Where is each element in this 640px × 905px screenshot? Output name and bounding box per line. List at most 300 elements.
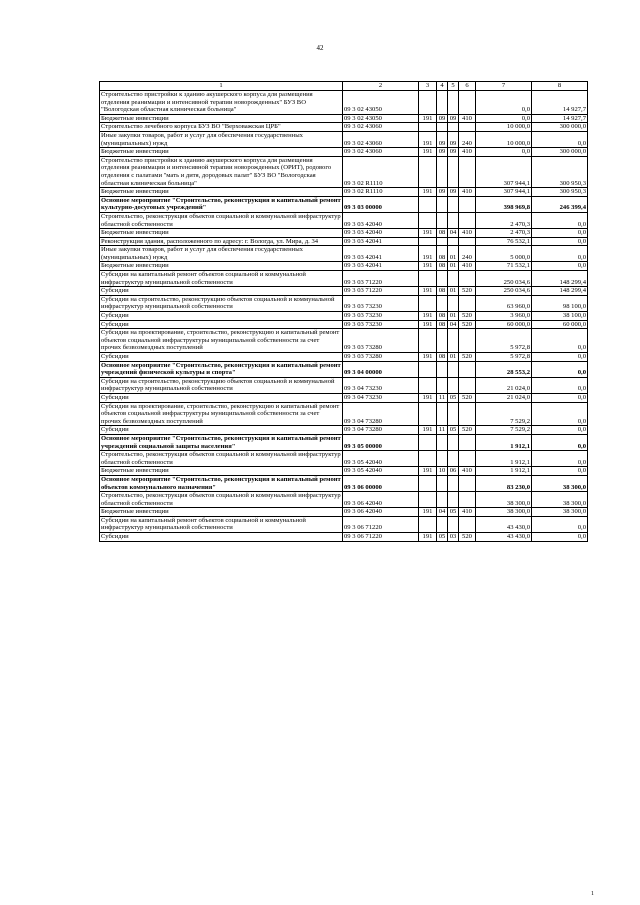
amount-year1-cell: 1 912,1	[476, 467, 532, 476]
description-cell: Строительство, реконструкция объектов социальной и коммунальной инфраструктур областной собственности	[101, 492, 341, 507]
section-code-cell: 09	[437, 114, 448, 123]
expense-type-cell	[459, 91, 476, 115]
description-cell: Иные закупки товаров, работ и услуг для обеспечения государственных (муниципальных) нужд	[100, 246, 343, 262]
amount-year2-cell: 0,0	[532, 516, 588, 532]
description-cell: Субсидии	[100, 287, 343, 296]
ministry-code-cell: 191	[419, 393, 437, 402]
table-row	[100, 492, 588, 508]
description-cell: Основное мероприятие "Строительство, реконструкция и капитальный ремонт учреждений социальной защиты населения"	[101, 434, 341, 450]
table-row	[100, 533, 588, 542]
amount-year1-cell: 43 430,0	[476, 516, 532, 532]
subsection-code-cell: 05	[448, 426, 459, 435]
description-cell: Основное мероприятие "Строительство, реконструкция и капитальный ремонт культурно-досуговых учреждений"	[101, 196, 341, 212]
amount-year1-cell: 3 960,0	[476, 312, 532, 321]
amount-year1-cell: 63 960,0	[476, 295, 532, 311]
expense-type-cell: 520	[459, 312, 476, 321]
section-code-cell	[437, 329, 448, 353]
subsection-code-cell: 01	[448, 312, 459, 321]
amount-year2-cell: 14 927,7	[532, 114, 588, 123]
description-cell: Строительство пристройки к зданию акушерского корпуса для размещения отделения реанимации и интенсивной терапии новорожденных (ОРИТ), родового отделения с палатами "мать и дитя, дородовых палат" БУЗ ВО "Вологодская областная клиническая больница"	[100, 156, 343, 187]
ministry-code-cell	[419, 212, 437, 228]
amount-year2-cell: 98 100,0	[532, 295, 588, 311]
amount-year1-cell: 398 969,8	[476, 196, 532, 212]
amount-year2-cell: 0,0	[532, 131, 588, 147]
expense-type-cell	[459, 237, 476, 246]
target-article-code-cell: 09 3 03 73280	[343, 353, 419, 362]
amount-year2-cell: 38 300,0	[532, 492, 588, 508]
description-cell: Субсидии	[100, 320, 343, 329]
target-article-code-cell: 09 3 03 73230	[343, 295, 419, 311]
target-article-code-cell: 09 3 06 71220	[343, 533, 419, 542]
section-code-cell: 08	[437, 246, 448, 262]
subsection-code-cell	[448, 212, 459, 228]
subsection-code-cell	[448, 329, 459, 353]
amount-year2-cell: 0,0	[532, 353, 588, 362]
description-cell: Субсидии	[100, 426, 343, 435]
section-code-cell	[437, 295, 448, 311]
header-cell: 1	[100, 82, 343, 91]
amount-year1-cell: 2 470,3	[476, 229, 532, 238]
ministry-code-cell: 191	[419, 312, 437, 321]
subsection-code-cell	[448, 361, 459, 377]
amount-year1-cell: 5 000,0	[476, 246, 532, 262]
amount-year2-cell: 300 950,3	[532, 188, 588, 197]
amount-year2-cell: 14 927,7	[532, 91, 588, 115]
subsection-code-cell	[448, 237, 459, 246]
amount-year1-cell: 28 553,2	[476, 361, 532, 377]
target-article-code-cell: 09 3 03 73280	[343, 329, 419, 353]
ministry-code-cell	[419, 475, 437, 491]
section-code-cell: 10	[437, 467, 448, 476]
section-code-cell: 04	[437, 508, 448, 517]
target-article-code-cell: 09 3 02 43060	[343, 123, 419, 132]
target-article-code-cell: 09 3 03 42041	[343, 237, 419, 246]
target-article-code-cell: 09 3 05 42040	[343, 451, 419, 467]
amount-year2-cell: 300 000,0	[532, 123, 588, 132]
description-cell: Субсидии	[100, 353, 343, 362]
amount-year2-cell: 148 299,4	[532, 271, 588, 287]
target-article-code-cell: 09 3 03 71220	[343, 287, 419, 296]
table-row	[100, 393, 588, 402]
section-code-cell: 08	[437, 353, 448, 362]
header-cell: 2	[343, 82, 419, 91]
section-code-cell: 08	[437, 229, 448, 238]
table-row	[100, 114, 588, 123]
target-article-code-cell: 09 3 02 R1110	[343, 188, 419, 197]
amount-year2-cell: 38 100,0	[532, 312, 588, 321]
section-code-cell: 08	[437, 262, 448, 271]
amount-year1-cell: 1 912,1	[476, 451, 532, 467]
section-code-cell	[437, 377, 448, 393]
subsection-code-cell	[448, 156, 459, 187]
target-article-code-cell: 09 3 03 42040	[343, 212, 419, 228]
target-article-code-cell: 09 3 05 00000	[343, 434, 419, 450]
table-row	[100, 361, 588, 377]
section-code-cell	[437, 212, 448, 228]
expense-type-cell	[459, 475, 476, 491]
target-article-code-cell: 09 3 02 43050	[343, 91, 419, 115]
table-row	[100, 262, 588, 271]
section-code-cell	[437, 271, 448, 287]
ministry-code-cell	[419, 434, 437, 450]
table-row	[100, 91, 588, 115]
ministry-code-cell: 191	[419, 353, 437, 362]
section-code-cell	[437, 156, 448, 187]
table-row	[100, 156, 588, 187]
section-code-cell: 09	[437, 131, 448, 147]
ministry-code-cell	[419, 156, 437, 187]
subsection-code-cell: 03	[448, 533, 459, 542]
budget-table	[99, 81, 588, 542]
amount-year1-cell: 2 470,3	[476, 212, 532, 228]
description-cell: Бюджетные инвестиции	[100, 467, 343, 476]
expense-type-cell	[459, 156, 476, 187]
subsection-code-cell: 09	[448, 148, 459, 157]
subsection-code-cell: 04	[448, 229, 459, 238]
amount-year2-cell: 0,0	[532, 402, 588, 426]
expense-type-cell: 520	[459, 353, 476, 362]
description-cell: Основное мероприятие "Строительство, реконструкция и капитальный ремонт учреждений физической культуры и спорта"	[101, 361, 341, 377]
subsection-code-cell	[448, 91, 459, 115]
amount-year1-cell: 250 034,6	[476, 287, 532, 296]
expense-type-cell	[459, 329, 476, 353]
table-row	[100, 353, 588, 362]
section-code-cell	[437, 516, 448, 532]
description-cell: Бюджетные инвестиции	[100, 229, 343, 238]
expense-type-cell: 520	[459, 393, 476, 402]
description-cell: Строительство, реконструкция объектов социальной и коммунальной инфраструктур областной собственности	[101, 212, 341, 228]
amount-year2-cell: 60 000,0	[532, 320, 588, 329]
target-article-code-cell: 09 3 06 71220	[343, 516, 419, 532]
expense-type-cell: 410	[459, 188, 476, 197]
expense-type-cell	[459, 402, 476, 426]
section-code-cell: 09	[437, 148, 448, 157]
ministry-code-cell: 191	[419, 188, 437, 197]
target-article-code-cell: 09 3 05 42040	[343, 467, 419, 476]
expense-type-cell: 240	[459, 131, 476, 147]
expense-type-cell	[459, 434, 476, 450]
table-row	[100, 467, 588, 476]
amount-year2-cell: 0,0	[532, 467, 588, 476]
subsection-code-cell: 06	[448, 467, 459, 476]
description-cell: Бюджетные инвестиции	[100, 188, 343, 197]
table-row	[100, 295, 588, 311]
expense-type-cell: 240	[459, 246, 476, 262]
description-cell: Строительство лечебного корпуса БУЗ ВО "Верховажская ЦРБ"	[100, 123, 343, 132]
subsection-code-cell: 04	[448, 320, 459, 329]
ministry-code-cell	[419, 377, 437, 393]
amount-year2-cell: 246 399,4	[532, 196, 588, 212]
expense-type-cell	[459, 212, 476, 228]
amount-year1-cell: 10 000,0	[476, 123, 532, 132]
target-article-code-cell: 09 3 04 00000	[343, 361, 419, 377]
table-row	[100, 131, 588, 147]
budget-table-container	[99, 81, 587, 542]
ministry-code-cell	[419, 123, 437, 132]
expense-type-cell	[459, 271, 476, 287]
table-row	[100, 312, 588, 321]
target-article-code-cell: 09 3 02 43060	[343, 148, 419, 157]
description-cell: Строительство пристройки к зданию акушерского корпуса для размещения отделения реанимации и интенсивной терапии новорожденных" БУЗ ВО "Вологодская областная клиническая больница"	[100, 91, 343, 115]
amount-year1-cell: 10 000,0	[476, 131, 532, 147]
target-article-code-cell: 09 3 02 R1110	[343, 156, 419, 187]
amount-year1-cell: 307 944,1	[476, 156, 532, 187]
amount-year1-cell: 71 532,1	[476, 262, 532, 271]
subsection-code-cell	[448, 434, 459, 450]
ministry-code-cell	[419, 451, 437, 467]
expense-type-cell: 520	[459, 320, 476, 329]
target-article-code-cell: 09 3 04 73230	[343, 393, 419, 402]
ministry-code-cell: 191	[419, 148, 437, 157]
table-row	[100, 451, 588, 467]
subsection-code-cell: 09	[448, 188, 459, 197]
section-code-cell: 11	[437, 426, 448, 435]
description-cell: Строительство, реконструкция объектов социальной и коммунальной инфраструктур областной собственности	[101, 451, 341, 466]
ministry-code-cell: 191	[419, 320, 437, 329]
ministry-code-cell: 191	[419, 262, 437, 271]
description-cell: Субсидии на строительство, реконструкцию объектов социальной и коммунальной инфраструктур муниципальной собственности	[100, 377, 343, 393]
description-cell: Субсидии на проектирование, строительство, реконструкцию и капитальный ремонт объектов социальной инфраструктуры муниципальной собственности за счет прочих безвозмездных поступлений	[100, 402, 343, 426]
ministry-code-cell: 191	[419, 508, 437, 517]
amount-year1-cell: 5 972,8	[476, 329, 532, 353]
target-article-code-cell: 09 3 04 73280	[343, 402, 419, 426]
amount-year2-cell: 0,0	[532, 361, 588, 377]
target-article-code-cell: 09 3 03 00000	[343, 196, 419, 212]
target-article-code-cell: 09 3 03 42041	[343, 246, 419, 262]
expense-type-cell: 410	[459, 114, 476, 123]
section-code-cell: 05	[437, 533, 448, 542]
amount-year1-cell: 83 230,0	[476, 475, 532, 491]
table-row	[100, 196, 588, 212]
description-cell: Субсидии на капитальный ремонт объектов социальной и коммунальной инфраструктур муниципальной собственности	[100, 516, 343, 532]
subsection-code-cell	[448, 377, 459, 393]
section-code-cell	[437, 123, 448, 132]
ministry-code-cell: 191	[419, 426, 437, 435]
subsection-code-cell: 05	[448, 508, 459, 517]
target-article-code-cell: 09 3 03 73230	[343, 320, 419, 329]
expense-type-cell: 410	[459, 508, 476, 517]
amount-year2-cell: 0,0	[532, 377, 588, 393]
description-cell: Бюджетные инвестиции	[100, 114, 343, 123]
amount-year2-cell: 0,0	[532, 426, 588, 435]
amount-year1-cell: 5 972,8	[476, 353, 532, 362]
expense-type-cell: 410	[459, 262, 476, 271]
description-cell: Субсидии на строительство, реконструкцию объектов социальной и коммунальной инфраструктур муниципальной собственности	[100, 295, 343, 311]
subsection-code-cell: 05	[448, 393, 459, 402]
ministry-code-cell	[419, 329, 437, 353]
table-row	[100, 123, 588, 132]
table-header-row	[100, 82, 588, 91]
description-cell: Иные закупки товаров, работ и услуг для обеспечения государственных (муниципальных) нужд	[100, 131, 343, 147]
amount-year1-cell: 307 944,1	[476, 188, 532, 197]
amount-year2-cell: 0,0	[532, 212, 588, 228]
subsection-code-cell	[448, 451, 459, 467]
corner-mark: 1	[591, 891, 594, 897]
header-cell: 3	[419, 82, 437, 91]
subsection-code-cell: 01	[448, 262, 459, 271]
section-code-cell	[437, 361, 448, 377]
section-code-cell	[437, 196, 448, 212]
description-cell: Субсидии	[100, 533, 343, 542]
ministry-code-cell	[419, 402, 437, 426]
ministry-code-cell: 191	[419, 287, 437, 296]
amount-year2-cell: 0,0	[532, 262, 588, 271]
header-cell: 8	[532, 82, 588, 91]
expense-type-cell: 520	[459, 287, 476, 296]
subsection-code-cell: 09	[448, 131, 459, 147]
table-row	[100, 246, 588, 262]
target-article-code-cell: 09 3 03 42040	[343, 229, 419, 238]
subsection-code-cell: 01	[448, 287, 459, 296]
table-row	[100, 402, 588, 426]
subsection-code-cell: 01	[448, 246, 459, 262]
table-row	[100, 329, 588, 353]
section-code-cell: 08	[437, 320, 448, 329]
description-cell: Субсидии	[100, 393, 343, 402]
amount-year2-cell: 38 300,0	[532, 508, 588, 517]
ministry-code-cell	[419, 237, 437, 246]
section-code-cell	[437, 91, 448, 115]
ministry-code-cell	[419, 271, 437, 287]
ministry-code-cell: 191	[419, 114, 437, 123]
table-row	[100, 148, 588, 157]
header-cell: 6	[459, 82, 476, 91]
section-code-cell	[437, 492, 448, 508]
target-article-code-cell: 09 3 04 73280	[343, 426, 419, 435]
ministry-code-cell: 191	[419, 467, 437, 476]
ministry-code-cell: 191	[419, 131, 437, 147]
table-row	[100, 212, 588, 228]
ministry-code-cell: 191	[419, 533, 437, 542]
amount-year2-cell: 0,0	[532, 451, 588, 467]
amount-year2-cell: 300 000,0	[532, 148, 588, 157]
amount-year1-cell: 0,0	[476, 114, 532, 123]
section-code-cell	[437, 402, 448, 426]
amount-year1-cell: 60 000,0	[476, 320, 532, 329]
description-cell: Бюджетные инвестиции	[100, 508, 343, 517]
amount-year2-cell: 300 950,3	[532, 156, 588, 187]
target-article-code-cell: 09 3 04 73230	[343, 377, 419, 393]
amount-year1-cell: 7 529,2	[476, 426, 532, 435]
subsection-code-cell	[448, 123, 459, 132]
expense-type-cell	[459, 451, 476, 467]
description-cell: Основное мероприятие "Строительство, реконструкция и капитальный ремонт объектов коммунального назначения"	[101, 475, 341, 491]
subsection-code-cell: 01	[448, 353, 459, 362]
expense-type-cell	[459, 295, 476, 311]
section-code-cell: 08	[437, 287, 448, 296]
amount-year2-cell: 0,0	[532, 246, 588, 262]
ministry-code-cell	[419, 295, 437, 311]
amount-year1-cell: 7 529,2	[476, 402, 532, 426]
target-article-code-cell: 09 3 06 00000	[343, 475, 419, 491]
section-code-cell	[437, 451, 448, 467]
expense-type-cell: 410	[459, 148, 476, 157]
amount-year1-cell: 76 532,1	[476, 237, 532, 246]
table-row	[100, 188, 588, 197]
amount-year1-cell: 0,0	[476, 91, 532, 115]
table-row	[100, 229, 588, 238]
amount-year1-cell: 1 912,1	[476, 434, 532, 450]
amount-year2-cell: 0,0	[532, 329, 588, 353]
table-row	[100, 271, 588, 287]
ministry-code-cell	[419, 91, 437, 115]
amount-year1-cell: 21 024,0	[476, 377, 532, 393]
target-article-code-cell: 09 3 03 71220	[343, 271, 419, 287]
amount-year2-cell: 0,0	[532, 434, 588, 450]
expense-type-cell	[459, 377, 476, 393]
table-row	[100, 377, 588, 393]
section-code-cell: 08	[437, 312, 448, 321]
amount-year1-cell: 38 300,0	[476, 508, 532, 517]
subsection-code-cell: 09	[448, 114, 459, 123]
description-cell: Бюджетные инвестиции	[100, 148, 343, 157]
header-cell: 5	[448, 82, 459, 91]
subsection-code-cell	[448, 475, 459, 491]
subsection-code-cell	[448, 295, 459, 311]
subsection-code-cell	[448, 402, 459, 426]
target-article-code-cell: 09 3 03 73230	[343, 312, 419, 321]
amount-year2-cell: 0,0	[532, 237, 588, 246]
target-article-code-cell: 09 3 02 43050	[343, 114, 419, 123]
amount-year1-cell: 21 024,0	[476, 393, 532, 402]
amount-year1-cell: 43 430,0	[476, 533, 532, 542]
expense-type-cell: 520	[459, 533, 476, 542]
ministry-code-cell: 191	[419, 229, 437, 238]
table-row	[100, 434, 588, 450]
ministry-code-cell	[419, 492, 437, 508]
description-cell: Субсидии на капитальный ремонт объектов социальной и коммунальной инфраструктур муниципальной собственности	[100, 271, 343, 287]
amount-year2-cell: 38 300,0	[532, 475, 588, 491]
ministry-code-cell	[419, 361, 437, 377]
section-code-cell: 11	[437, 393, 448, 402]
subsection-code-cell	[448, 271, 459, 287]
amount-year2-cell: 0,0	[532, 393, 588, 402]
target-article-code-cell: 09 3 06 42040	[343, 492, 419, 508]
description-cell: Реконструкция здания, расположенного по адресу: г. Вологда, ул. Мира, д. 34	[100, 237, 343, 246]
ministry-code-cell	[419, 516, 437, 532]
expense-type-cell	[459, 516, 476, 532]
table-row	[100, 287, 588, 296]
table-row	[100, 426, 588, 435]
table-row	[100, 320, 588, 329]
amount-year1-cell: 0,0	[476, 148, 532, 157]
target-article-code-cell: 09 3 02 43060	[343, 131, 419, 147]
expense-type-cell: 410	[459, 229, 476, 238]
amount-year1-cell: 250 034,6	[476, 271, 532, 287]
description-cell: Бюджетные инвестиции	[100, 262, 343, 271]
subsection-code-cell	[448, 516, 459, 532]
section-code-cell: 09	[437, 188, 448, 197]
subsection-code-cell	[448, 492, 459, 508]
header-cell: 4	[437, 82, 448, 91]
amount-year2-cell: 148 299,4	[532, 287, 588, 296]
expense-type-cell: 520	[459, 426, 476, 435]
target-article-code-cell: 09 3 03 42041	[343, 262, 419, 271]
expense-type-cell	[459, 123, 476, 132]
expense-type-cell	[459, 196, 476, 212]
table-row	[100, 516, 588, 532]
subsection-code-cell	[448, 196, 459, 212]
ministry-code-cell	[419, 196, 437, 212]
page-number: 42	[316, 44, 324, 52]
amount-year2-cell: 0,0	[532, 533, 588, 542]
expense-type-cell: 410	[459, 467, 476, 476]
section-code-cell	[437, 475, 448, 491]
section-code-cell	[437, 434, 448, 450]
header-cell: 7	[476, 82, 532, 91]
expense-type-cell	[459, 492, 476, 508]
description-cell: Субсидии на проектирование, строительство, реконструкцию и капитальный ремонт объектов социальной инфраструктуры муниципальной собственности за счет прочих безвозмездных поступлений	[100, 329, 343, 353]
